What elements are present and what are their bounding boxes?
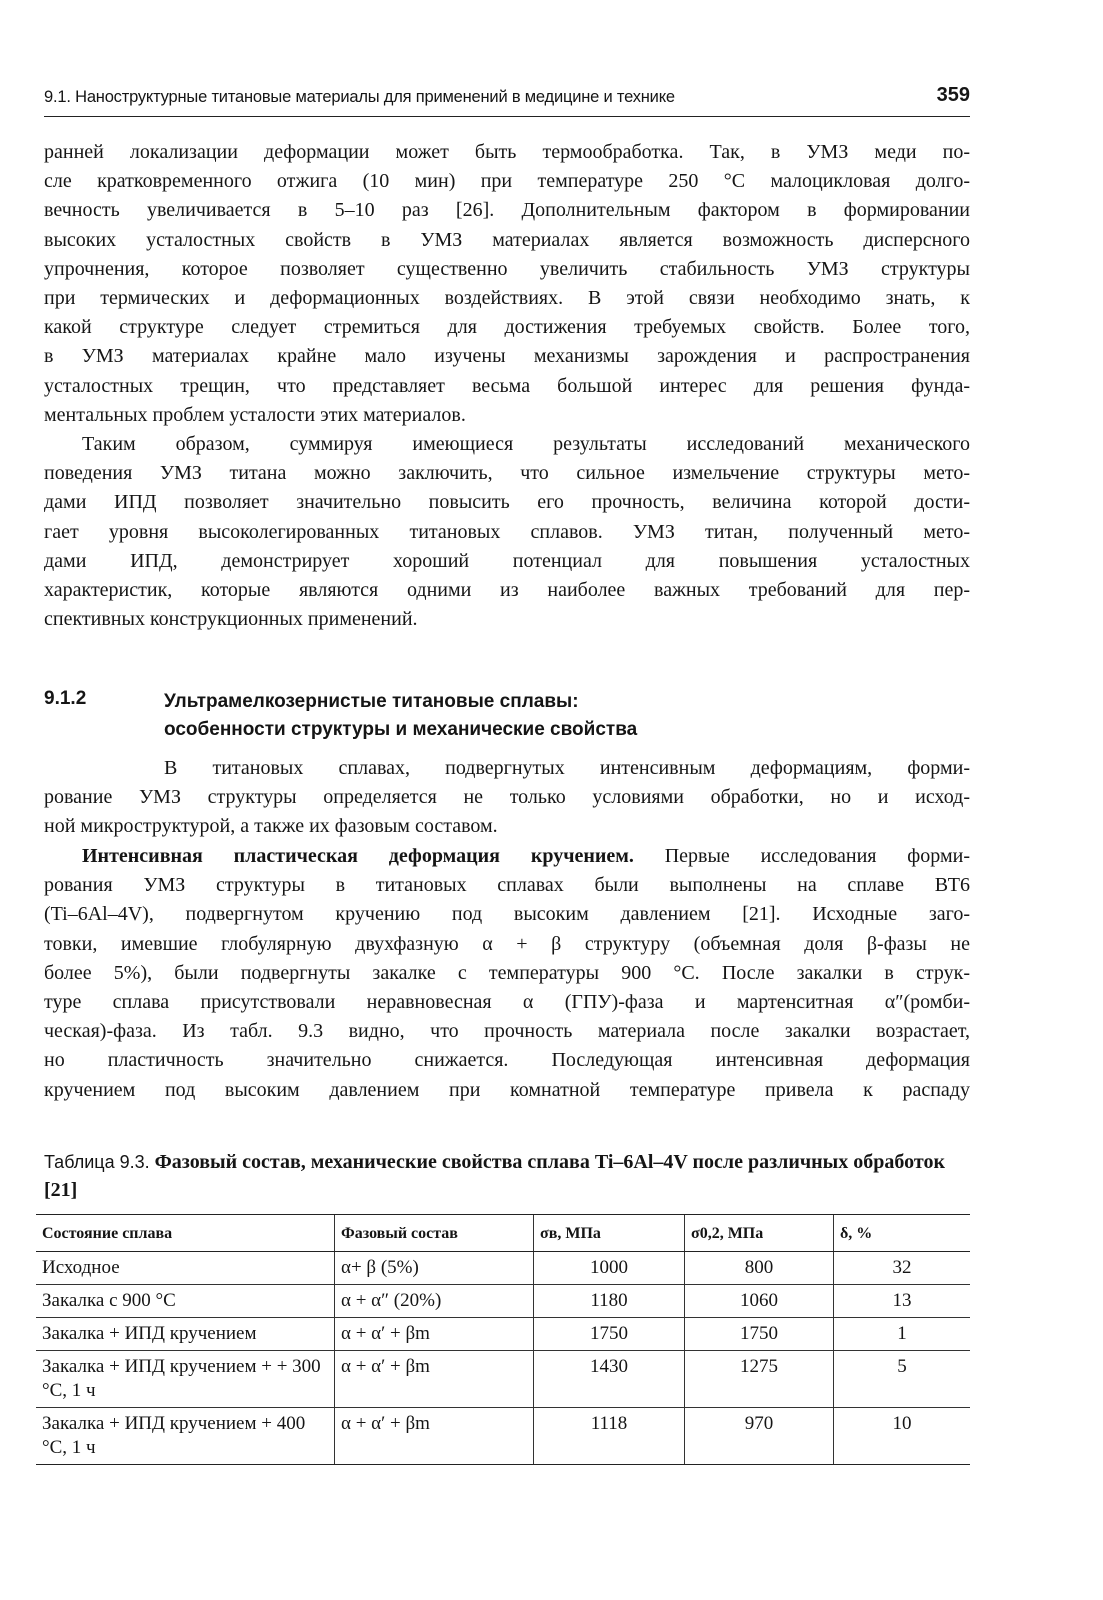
- text-line: ранней локализации деформации может быть термообработка. Так, в УМЗ меди по-: [44, 141, 970, 163]
- text-line: ментальных проблем усталости этих материалов.: [44, 403, 466, 426]
- text-line: в УМЗ материалах крайне мало изучены механизмы зарождения и распространения: [44, 345, 970, 368]
- text-line: дами ИПД позволяет значительно повысить его прочность, величина которой дости-: [44, 491, 970, 514]
- text-run: Первые исследования форми-: [633, 845, 970, 867]
- table-cell: α + α′ + βm: [335, 1408, 534, 1465]
- text-line: спективных конструкционных применений.: [44, 608, 418, 631]
- paragraph-1: [44, 138, 970, 430]
- text-line: [44, 842, 970, 871]
- table-cell: 1750: [534, 1318, 685, 1351]
- text-line: В титановых сплавах, подвергнутых интенсивным деформациям, форми-: [164, 757, 970, 779]
- table-row: [36, 1351, 970, 1408]
- paragraph-3: [44, 754, 970, 842]
- table-cell: 1180: [534, 1285, 685, 1318]
- column-header: σв, МПа: [534, 1215, 685, 1252]
- table-caption-label: Таблица 9.3.: [44, 1152, 150, 1172]
- text-line: более 5%), были подвергнуты закалке с температуры 900 °С. После закалки в струк-: [44, 961, 970, 984]
- data-table: [36, 1214, 970, 1465]
- text-line: туре сплава присутствовали неравновесная α (ГПУ)-фаза и мартенситная α″(ромби-: [44, 990, 970, 1013]
- text-line: характеристик, которые являются одними из наиболее важных требований для пер-: [44, 578, 970, 601]
- text-line: (Ti–6Al–4V), подвергнутом кручению под высоким давлением [21]. Исходные заго-: [44, 903, 970, 926]
- table-cell: 800: [685, 1252, 834, 1285]
- text-line: вечность увеличивается в 5–10 раз [26]. Дополнительным фактором в формировании: [44, 199, 970, 222]
- text-line: рование УМЗ структуры определяется не только условиями обработки, но и исход-: [44, 786, 970, 809]
- text-line: высоких усталостных свойств в УМЗ материалах является возможность дисперсного: [44, 228, 970, 251]
- table-header-row: [36, 1215, 970, 1252]
- text-line: товки, имевшие глобулярную двухфазную α + β структуру (объемная доля β-фазы не: [44, 932, 971, 955]
- table-cell: 32: [834, 1252, 971, 1285]
- table-row: [36, 1318, 970, 1351]
- table-cell: 1750: [685, 1318, 834, 1351]
- text-line: сле кратковременного отжига (10 мин) при температуре 250 °С малоцикловая долго-: [44, 170, 970, 193]
- text-line: но пластичность значительно снижается. Последующая интенсивная деформация: [44, 1049, 970, 1072]
- table-cell: 1275: [685, 1351, 834, 1408]
- table-cell: α + α′ + βm: [335, 1351, 534, 1408]
- table-cell: Закалка + ИПД кручением + + 300 °С, 1 ч: [36, 1351, 335, 1408]
- table-caption: [44, 1148, 970, 1204]
- table-cell: Закалка + ИПД кручением + 400 °С, 1 ч: [36, 1408, 335, 1465]
- text-line: какой структуре следует стремиться для достижения требуемых свойств. Более того,: [44, 316, 970, 339]
- text-line: поведения УМЗ титана можно заключить, что сильное измельчение структуры мето-: [44, 462, 970, 485]
- table-cell: α+ β (5%): [335, 1252, 534, 1285]
- text-line: ной микроструктурой, а также их фазовым составом.: [44, 815, 498, 838]
- table-cell: Исходное: [36, 1252, 335, 1285]
- table-caption-text: Фазовый состав, механические свойства сплава Ti–6Al–4V после различных обработок [21]: [44, 1151, 945, 1201]
- table-row: [36, 1408, 970, 1465]
- text-line: усталостных трещин, что представляет весьма большой интерес для решения фунда-: [44, 374, 970, 397]
- table-cell: 1060: [685, 1285, 834, 1318]
- text-line: дами ИПД, демонстрирует хороший потенциал для повышения усталостных: [44, 549, 970, 572]
- section-title-line: Ультрамелкозернистые титановые сплавы:: [164, 691, 579, 712]
- table-cell: 5: [834, 1351, 971, 1408]
- text-line: ческая)-фаза. Из табл. 9.3 видно, что прочность материала после закалки возрастает,: [44, 1020, 970, 1043]
- page-number: 359: [936, 84, 970, 106]
- text-line: Таким образом, суммируя имеющиеся результаты исследований механического: [82, 433, 970, 455]
- table-cell: 1: [834, 1318, 971, 1351]
- run-in-heading: Интенсивная пластическая деформация кручением.: [82, 845, 634, 867]
- running-header: [44, 84, 970, 117]
- paragraph-4: [44, 842, 970, 1105]
- text-line: гает уровня высоколегированных титановых сплавов. УМЗ титан, полученный мето-: [44, 520, 970, 543]
- table-row: [36, 1285, 970, 1318]
- table-cell: Закалка + ИПД кручением: [36, 1318, 335, 1351]
- table-cell: 13: [834, 1285, 971, 1318]
- column-header: σ0,2, МПа: [685, 1215, 834, 1252]
- running-header-title: 9.1. Наноструктурные титановые материалы для применений в медицине и технике: [44, 88, 675, 106]
- text-line: кручением под высоким давлением при комнатной температуре привела к распаду: [44, 1078, 970, 1101]
- table-cell: 970: [685, 1408, 834, 1465]
- section-title-line: особенности структуры и механические свойства: [164, 719, 638, 740]
- text-line: рования УМЗ структуры в титановых сплавах были выполнены на сплаве ВТ6: [44, 874, 970, 897]
- table-cell: Закалка с 900 °С: [36, 1285, 335, 1318]
- text-line: упрочнения, которое позволяет существенно увеличить стабильность УМЗ структуры: [44, 257, 970, 280]
- text-line: при термических и деформационных воздействиях. В этой связи необходимо знать, к: [44, 286, 970, 309]
- table-cell: 1430: [534, 1351, 685, 1408]
- paragraph-2: [44, 430, 970, 634]
- section-title: [164, 688, 637, 744]
- table-cell: 10: [834, 1408, 971, 1465]
- column-header: Фазовый состав: [335, 1215, 534, 1252]
- column-header: δ, %: [834, 1215, 971, 1252]
- table-row: [36, 1252, 970, 1285]
- table-cell: 1000: [534, 1252, 685, 1285]
- table-cell: α + α′ + βm: [335, 1318, 534, 1351]
- table-cell: α + α″ (20%): [335, 1285, 534, 1318]
- column-header: Состояние сплава: [36, 1215, 335, 1252]
- table-cell: 1118: [534, 1408, 685, 1465]
- section-number: 9.1.2: [44, 688, 87, 709]
